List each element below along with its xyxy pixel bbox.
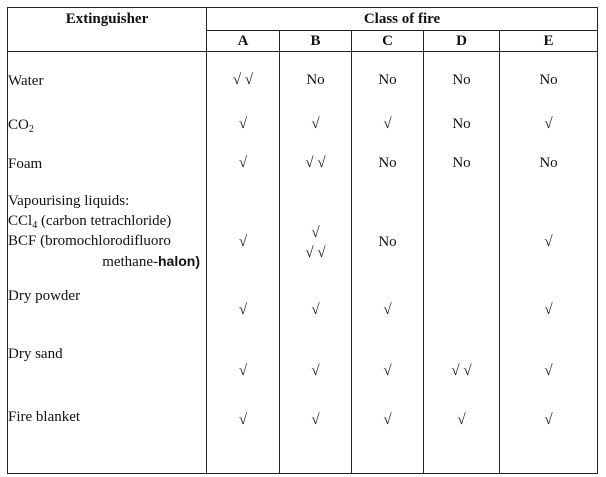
bcf-label: BCF (bromochlorodifluoro <box>8 233 171 249</box>
cell-a: √ <box>207 184 280 280</box>
cell-d: √ √ <box>424 342 500 402</box>
cell-e: No <box>500 144 598 184</box>
extinguisher-header: Extinguisher <box>8 8 207 52</box>
class-header-c: C <box>352 31 424 52</box>
class-of-fire-header: Class of fire <box>207 8 598 31</box>
extinguisher-name: Dry powder <box>8 280 207 342</box>
cell-b-ccl4: √ <box>311 224 320 241</box>
cell-e: No <box>500 52 598 106</box>
cell-d: No <box>424 144 500 184</box>
class-header-d: D <box>424 31 500 52</box>
cell-c: No <box>352 184 424 280</box>
cell-a: √ <box>207 144 280 184</box>
cell-c: √ <box>352 402 424 474</box>
extinguisher-name: Dry sand <box>8 342 207 402</box>
table-row <box>8 280 598 342</box>
cell-c: √ <box>352 342 424 402</box>
table-row <box>8 184 598 280</box>
cell-c: √ <box>352 106 424 144</box>
extinguisher-name: $CO_2$ <box>8 106 207 144</box>
extinguisher-table <box>7 7 598 474</box>
cell-b: √ √ <box>280 144 352 184</box>
cell-a: √ <box>207 342 280 402</box>
table-row <box>8 106 598 144</box>
cell-d: √ <box>424 402 500 474</box>
extinguisher-name <box>8 184 207 280</box>
cell-c: No <box>352 52 424 106</box>
cell-e: √ <box>500 280 598 342</box>
cell-a: √ <box>207 402 280 474</box>
cell-d <box>424 184 500 280</box>
cell-e: √ <box>500 402 598 474</box>
cell-e: √ <box>500 106 598 144</box>
table-row <box>8 342 598 402</box>
cell-a: √ <box>207 106 280 144</box>
cell-b: √ <box>280 280 352 342</box>
cell-b: √ <box>280 402 352 474</box>
ccl4-label: CCl$_4$ (carbon tetrachloride) <box>8 213 172 231</box>
cell-d <box>424 280 500 342</box>
vapourising-liquids-label: Vapourising liquids: <box>8 193 130 209</box>
extinguisher-name: Water <box>8 52 207 106</box>
cell-c: No <box>352 144 424 184</box>
class-header-e: E <box>500 31 598 52</box>
cell-d: No <box>424 106 500 144</box>
cell-e: √ <box>500 184 598 280</box>
cell-b: √ <box>280 342 352 402</box>
cell-a: √ √ <box>207 52 280 106</box>
class-header-a: A <box>207 31 280 52</box>
table-row <box>8 52 598 106</box>
class-header-b: B <box>280 31 352 52</box>
cell-c: √ <box>352 280 424 342</box>
extinguisher-name: Foam <box>8 144 207 184</box>
halon-label: methane-halon) <box>102 253 200 270</box>
cell-b: No <box>280 52 352 106</box>
cell-b: √ <box>280 106 352 144</box>
extinguisher-name: Fire blanket <box>8 402 207 474</box>
cell-b <box>280 184 352 280</box>
table-row <box>8 144 598 184</box>
cell-e: √ <box>500 342 598 402</box>
cell-b-bcf: √ √ <box>305 244 326 261</box>
cell-d: No <box>424 52 500 106</box>
cell-a: √ <box>207 280 280 342</box>
table-row <box>8 402 598 474</box>
